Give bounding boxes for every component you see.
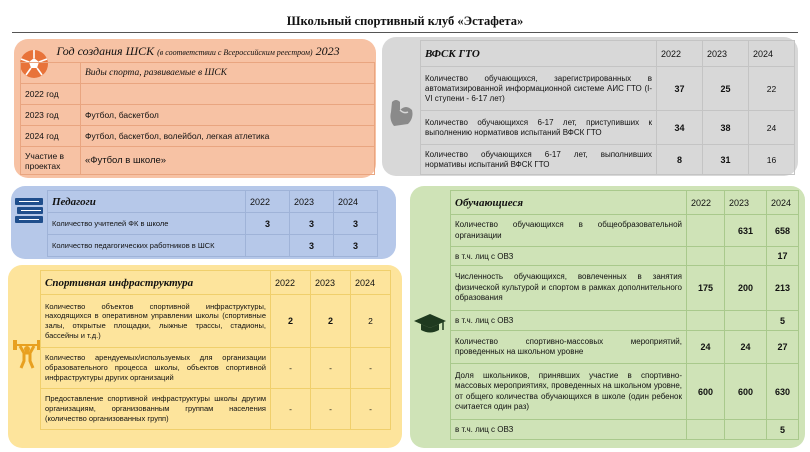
table-row: [41, 389, 391, 430]
cell-value: 200: [725, 266, 767, 311]
table-row: [451, 215, 799, 247]
row-value: «Футбол в школе»: [81, 147, 375, 175]
row-label: 2024 год: [21, 126, 81, 147]
cell-value: 630: [767, 364, 799, 420]
row-label: в т.ч. лиц с ОВЗ: [451, 420, 687, 440]
row-label: в т.ч. лиц с ОВЗ: [451, 247, 687, 266]
club-heading-note: (в соответствии с Всероссийским реестром): [157, 47, 313, 57]
cell-value: 16: [749, 145, 795, 175]
row-label: Количество учителей ФК в школе: [48, 213, 246, 235]
cell-value: -: [351, 348, 391, 389]
row-label: Количество обучающихся 6-17 лет, выполнивших нормативы испытаний ВФСК ГТО: [421, 145, 657, 175]
row-label: Количество арендуемых/используемых для организации образовательного процесса школы, объектов спортивной инфраструктуры других организаций: [41, 348, 271, 389]
cell-value: [687, 215, 725, 247]
cell-value: 631: [725, 215, 767, 247]
cell-value: -: [311, 389, 351, 430]
table-row: [41, 348, 391, 389]
club-heading-year: 2023: [315, 43, 340, 58]
row-label: Количество объектов спортивной инфраструктуры, находящихся в оперативном управлении школы (спортивные залы, открытые площадки, лыжные трассы, стадионы, бассейны и т.д.): [41, 295, 271, 348]
cell-value: -: [271, 389, 311, 430]
cell-value: [687, 247, 725, 266]
table-row: [451, 420, 799, 440]
table-row: [21, 126, 375, 147]
cell-value: 8: [657, 145, 703, 175]
students-title: Обучающиеся: [451, 191, 687, 215]
flexed-arm-icon: [386, 96, 416, 130]
cell-value: [687, 420, 725, 440]
cell-value: 22: [749, 67, 795, 111]
cell-value: 3: [334, 213, 378, 235]
row-label: Количество спортивно-массовых мероприятий, проведенных на школьном уровне: [451, 331, 687, 364]
club-heading-title: Год создания ШСК: [56, 43, 155, 58]
page-title: Школьный спортивный клуб «Эстафета»: [286, 14, 524, 28]
table-row: [451, 364, 799, 420]
row-label: Количество обучающихся 6-17 лет, приступивших к выполнению нормативов испытаний ВФСК ГТО: [421, 111, 657, 145]
cell-value: 5: [767, 311, 799, 331]
cell-value: 37: [657, 67, 703, 111]
row-value: Футбол, баскетбол: [81, 105, 375, 126]
year-header: 2022: [687, 191, 725, 215]
table-row: [421, 145, 795, 175]
cell-value: -: [271, 348, 311, 389]
row-value: Футбол, баскетбол, волейбол, легкая атлетика: [81, 126, 375, 147]
year-header: 2023: [725, 191, 767, 215]
cell-value: 2: [351, 295, 391, 348]
cell-value: 24: [725, 331, 767, 364]
infrastructure-title: Спортивная инфраструктура: [41, 271, 271, 295]
club-corner-cell: [21, 63, 81, 84]
cell-value: 34: [657, 111, 703, 145]
cell-value: -: [311, 348, 351, 389]
table-row: [48, 235, 378, 257]
row-label: Количество обучающихся, зарегистрированных в автоматизированной информационной системе АИС ГТО (I-VI ступени - 6-17 лет): [421, 67, 657, 111]
cell-value: 17: [767, 247, 799, 266]
table-row: [451, 247, 799, 266]
cell-value: 24: [687, 331, 725, 364]
cell-value: [725, 420, 767, 440]
table-row: [451, 266, 799, 311]
year-header: 2024: [351, 271, 391, 295]
cell-value: -: [351, 389, 391, 430]
year-header: 2023: [703, 41, 749, 67]
cell-value: 600: [725, 364, 767, 420]
row-label: 2022 год: [21, 84, 81, 105]
cell-value: [687, 311, 725, 331]
weightlifter-icon: [12, 337, 42, 369]
year-header: 2022: [271, 271, 311, 295]
table-row: [421, 67, 795, 111]
cell-value: 31: [703, 145, 749, 175]
cell-value: 3: [246, 213, 290, 235]
cell-value: [725, 311, 767, 331]
year-header: 2022: [657, 41, 703, 67]
row-label: Численность обучающихся, вовлеченных в занятия физической культурой и спортом в рамках дополнительного образования: [451, 266, 687, 311]
row-label: в т.ч. лиц с ОВЗ: [451, 311, 687, 331]
table-row: [421, 111, 795, 145]
title-divider: [12, 32, 798, 33]
row-label: Количество педагогических работников в ШСК: [48, 235, 246, 257]
cell-value: 600: [687, 364, 725, 420]
cell-value: 658: [767, 215, 799, 247]
club-heading: [21, 40, 375, 63]
gto-table: [420, 40, 795, 175]
club-sports-header: Виды спорта, развиваемые в ШСК: [81, 63, 375, 84]
students-table: [450, 190, 799, 440]
book-stack-icon: [13, 196, 45, 226]
cell-value: 3: [334, 235, 378, 257]
year-header: 2024: [749, 41, 795, 67]
table-row: [21, 105, 375, 126]
cell-value: 24: [749, 111, 795, 145]
cell-value: 38: [703, 111, 749, 145]
table-row: [21, 84, 375, 105]
row-label: Количество обучающихся в общеобразовательной организации: [451, 215, 687, 247]
cell-value: 3: [290, 235, 334, 257]
graduation-cap-icon: [413, 313, 447, 335]
infrastructure-table: [40, 270, 391, 430]
teachers-title: Педагоги: [48, 191, 246, 213]
table-row: [21, 147, 375, 175]
row-value: [81, 84, 375, 105]
club-table: [20, 40, 375, 175]
cell-value: 25: [703, 67, 749, 111]
table-row: [41, 295, 391, 348]
cell-value: 213: [767, 266, 799, 311]
cell-value: 3: [290, 213, 334, 235]
table-row: [451, 331, 799, 364]
year-header: 2023: [290, 191, 334, 213]
cell-value: 27: [767, 331, 799, 364]
table-row: [48, 213, 378, 235]
cell-value: 175: [687, 266, 725, 311]
cell-value: [725, 247, 767, 266]
gto-title: ВФСК ГТО: [421, 41, 657, 67]
row-label: Участие в проектах: [21, 147, 81, 175]
cell-value: 5: [767, 420, 799, 440]
teachers-table: [47, 190, 378, 257]
row-label: Доля школьников, принявших участие в спортивно-массовых мероприятиях, проведенных на школьном уровне, от общего количества обучающихся в школе (один ребенок считается один раз): [451, 364, 687, 420]
year-header: 2024: [334, 191, 378, 213]
year-header: 2022: [246, 191, 290, 213]
year-header: 2023: [311, 271, 351, 295]
cell-value: 2: [311, 295, 351, 348]
row-label: Предоставление спортивной инфраструктуры школы другим организациям, организованным группам населения (количество организованных групп): [41, 389, 271, 430]
cell-value: 2: [271, 295, 311, 348]
cell-value: [246, 235, 290, 257]
row-label: 2023 год: [21, 105, 81, 126]
year-header: 2024: [767, 191, 799, 215]
table-row: [451, 311, 799, 331]
